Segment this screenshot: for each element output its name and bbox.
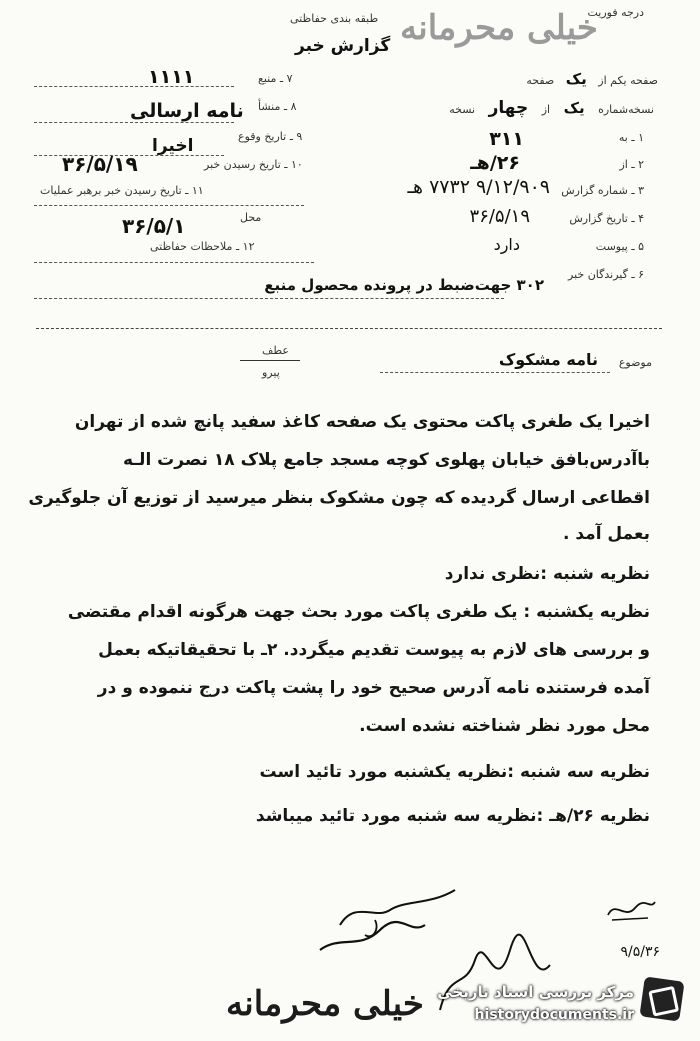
bottom-stamp: خیلی محرمانه (226, 984, 424, 1024)
header-separator (36, 328, 662, 329)
occurrence-label: ۹ ـ تاریخ وقوع (238, 130, 303, 143)
place-value: ۳۶/۵/۱ (122, 214, 186, 238)
source-line (34, 86, 234, 87)
report-title: گزارش خبر (295, 36, 391, 56)
body-line: اقطاعی ارسال گردیده که چون مشکوک بنظر میرسید از توزیع آن جلوگیری (28, 488, 650, 508)
body-line: محل مورد نظر شناخته نشده است. (359, 716, 650, 736)
copy-number-label: نسخه‌شماره یک از چهار نسخه (449, 98, 654, 118)
grade-label: درجه فوریت (587, 6, 644, 19)
archive-logo-icon (639, 976, 684, 1021)
from-label: ۲ ـ از (619, 158, 644, 171)
subject-value: نامه مشکوک (498, 350, 598, 369)
report-date-value: ۳۶/۵/۱۹ (469, 206, 530, 227)
place-label: محل (240, 211, 262, 224)
recipients-note: ۳۰۲ جهت‌ضبط در پرونده محصول منبع (264, 276, 544, 294)
page-label: صفحه یکم از یک صفحه (526, 70, 658, 88)
to-label: ۱ ـ به (618, 131, 644, 144)
recipients-line (34, 298, 504, 299)
attachment-label: ۵ ـ پیوست (595, 240, 644, 253)
atf-divider (240, 360, 300, 361)
notes-line (34, 262, 314, 263)
peyro-label: پیرو (262, 366, 280, 379)
body-line: آمده فرستنده نامه آدرس صحیح خود را پشت پاکت درج ننموده و در (97, 678, 650, 698)
report-number-value: ۹/۱۲/۹۰۹ ۷۷۳۲ هـ (407, 176, 550, 198)
archive-url: historydocuments.ir (474, 1007, 634, 1023)
classification-label: طبقه بندی حفاظتی (290, 12, 379, 25)
archive-watermark (412, 975, 682, 1031)
receipt-value: ۳۶/۵/۱۹ (62, 152, 138, 176)
occurrence-value: اخیرا (152, 136, 194, 156)
attachment-value: دارد (493, 235, 520, 254)
ops-label: ۱۱ ـ تاریخ رسیدن خبر برهبر عملیات (40, 184, 204, 197)
to-value: ۳۱۱ (489, 128, 524, 150)
receipt-label: ۱۰ ـ تاریخ رسیدن خبر (204, 158, 303, 171)
body-line: و بررسی های لازم به پیوست تقدیم میگردد. ۲ـ با تحقیقاتیکه بعمل (98, 640, 650, 660)
body-line: نظریه ۲۶/هـ :نظریه سه شنبه مورد تائید میباشد (255, 806, 650, 826)
from-value: ۲۶/هـ (470, 152, 520, 174)
recipients-label: ۶ ـ گیرندگان خبر (568, 268, 644, 281)
origin-line (34, 122, 234, 123)
archive-name: مرکز بررسی اسناد تاریخی (437, 983, 634, 1001)
top-stamp: خیلی محرمانه (400, 8, 598, 48)
source-label: ۷ ـ منبع (258, 72, 293, 85)
body-line: بعمل آمد . (562, 524, 650, 544)
origin-label: ۸ ـ منشأ (258, 100, 297, 113)
body-line: اخیرا یک طغری پاکت محتوی یک صفحه کاغذ سفید پانچ شده از تهران (74, 412, 650, 432)
report-date-label: ۴ ـ تاریخ گزارش (569, 212, 644, 225)
date-note: ۹/۵/۳۶ (620, 944, 660, 960)
body-line: نظریه سه شنبه :نظریه یکشنبه مورد تائید است (259, 762, 650, 782)
origin-value: نامه ارسالی (130, 100, 244, 122)
atf-label: عطف (262, 344, 289, 357)
subject-label: موضوع (618, 356, 652, 369)
body-line: باآدرس‌بافق خیابان پهلوی کوچه مسجد جامع پلاک ۱۸ نصرت الـه (122, 450, 650, 470)
signature-right (600, 890, 660, 930)
source-value: ۱۱۱۱ (148, 66, 195, 88)
report-number-label: ۳ ـ شماره گزارش (561, 184, 644, 197)
body-line: نظریه یکشنبه : یک طغری پاکت مورد بحث جهت هرگونه اقدام مقتضی (67, 602, 650, 622)
notes-label: ۱۲ ـ ملاحظات حفاظتی (150, 240, 255, 253)
ops-line (34, 205, 304, 206)
body-line: نظریه شنبه :نظری ندارد (444, 564, 650, 584)
subject-line (380, 372, 610, 373)
